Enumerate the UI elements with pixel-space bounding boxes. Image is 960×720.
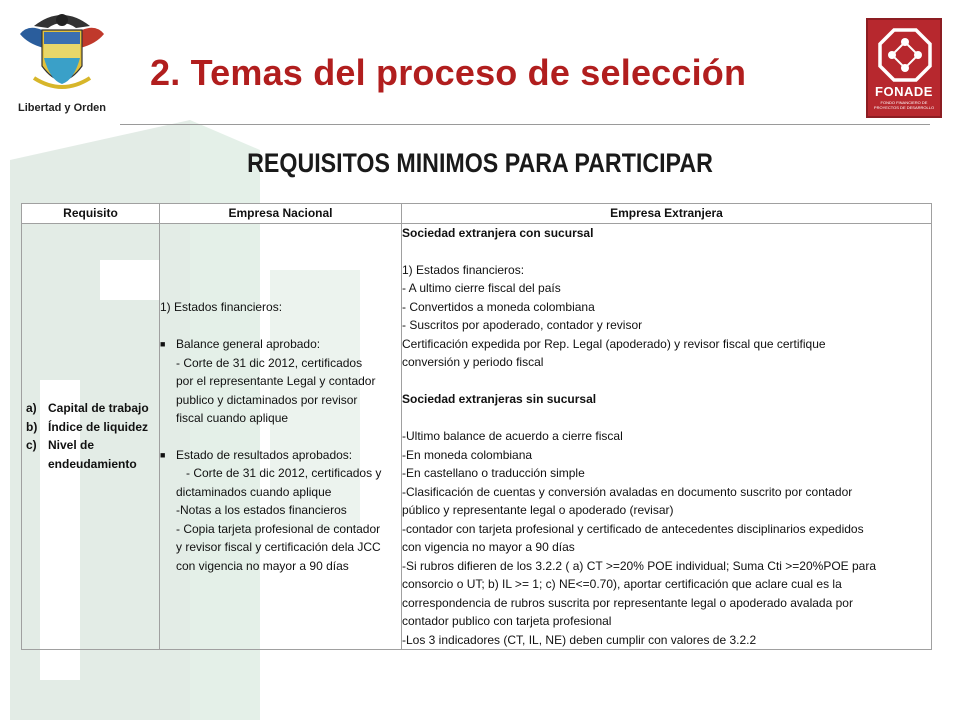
nacional-text-line: - Copia tarjeta profesional de contador	[176, 521, 381, 536]
nacional-text-line: y revisor fiscal y certificación dela JCC	[176, 540, 381, 554]
criteria-letter: b)	[26, 419, 38, 434]
nacional-item-1: 1) Estados financieros:	[160, 299, 283, 314]
page-title: 2. Temas del proceso de selección	[150, 52, 747, 93]
requirements-table	[21, 203, 932, 650]
criteria-letter: a)	[26, 401, 37, 416]
extranjera-text-line: -Clasificación de cuentas y conversión avaladas en documento suscrito por contador	[402, 484, 853, 499]
extranjera-text-line: -En castellano o traducción simple	[402, 466, 585, 480]
logo-subtitle: FONDO FINANCIERO DE PROYECTOS DE DESARROLLO	[873, 100, 935, 110]
extranjera-section-title: Sociedad extranjera con sucursal	[402, 225, 594, 240]
extranjera-text-line: -Si rubros difieren de los 3.2.2 ( a) CT >=20% POE individual; Suma Cti >=20%POE para	[402, 558, 877, 573]
extranjera-text-line: - Convertidos a moneda colombiana	[402, 299, 595, 314]
extranjera-text-line: contador publico con tarjeta profesional	[402, 614, 612, 628]
coat-of-arms-logo	[14, 4, 110, 116]
nacional-bullet-1: Balance general aprobado:	[176, 337, 321, 351]
nacional-text-line: -Notas a los estados financieros	[176, 503, 347, 517]
requisito-cell	[22, 223, 160, 650]
motto-label: Libertad y Orden	[17, 102, 107, 114]
extranjera-text-line: -En moneda colombiana	[402, 447, 533, 462]
extranjera-text-line: conversión y periodo fiscal	[402, 355, 544, 369]
square-bullet-icon: ■	[160, 339, 166, 349]
square-bullet-icon: ■	[160, 449, 166, 460]
extranjera-text-line: - A ultimo cierre fiscal del país	[402, 281, 561, 295]
logo-name: FONADE	[875, 84, 933, 99]
extranjera-section-title: Sociedad extranjeras sin sucursal	[402, 392, 597, 406]
fonade-hexagon-icon	[878, 28, 932, 82]
criteria-label: Capital de trabajo	[48, 401, 149, 416]
header-empresa-extranjera: Empresa Extranjera	[402, 204, 932, 224]
criteria-list	[22, 399, 159, 473]
fonade-logo	[866, 18, 942, 118]
header-divider	[120, 124, 930, 125]
extranjera-text-line: correspondencia de rubros suscrita por representante legal o apoderado avalada por	[402, 595, 853, 610]
extranjera-text-line: -contador con tarjeta profesional y certificado de antecedentes disciplinarios expedidos	[402, 521, 864, 536]
nacional-text-line: con vigencia no mayor a 90 días	[176, 558, 349, 573]
nacional-text-line: dictaminados cuando aplique	[176, 484, 332, 499]
list-item	[26, 418, 159, 437]
nacional-text-line: - Corte de 31 dic 2012, certificados y	[176, 466, 382, 480]
section-subtitle: REQUISITOS MINIMOS PARA PARTICIPAR	[247, 148, 713, 178]
extranjera-text-line: con vigencia no mayor a 90 días	[402, 540, 575, 554]
nacional-text-line: - Corte de 31 dic 2012, certificados	[176, 355, 363, 370]
nacional-text-line: publico y dictaminados por revisor	[176, 392, 358, 407]
extranjera-text-line: consorcio o UT; b) IL >= 1; c) NE<=0.70), aportar certificación que aclare cual es la	[402, 577, 842, 591]
nacional-text-line: fiscal cuando aplique	[176, 411, 289, 425]
nacional-bullet-2: Estado de resultados aprobados:	[176, 447, 353, 462]
list-item	[26, 436, 159, 473]
list-item	[26, 399, 159, 418]
extranjera-text-line: - Suscritos por apoderado, contador y revisor	[402, 318, 643, 332]
list-item	[160, 446, 401, 465]
header-empresa-nacional: Empresa Nacional	[160, 204, 402, 224]
table-row	[22, 223, 932, 650]
empresa-nacional-cell	[160, 223, 402, 650]
table-header-row	[22, 204, 932, 224]
extranjera-text-line: 1) Estados financieros:	[402, 262, 525, 277]
criteria-letter: c)	[26, 438, 37, 453]
extranjera-text-line: público y representante legal o apoderado (revisar)	[402, 503, 674, 517]
list-item	[160, 335, 401, 354]
nacional-text-line: por el representante Legal y contador	[176, 374, 376, 388]
criteria-label: Índice de liquidez	[48, 419, 149, 434]
header-requisito: Requisito	[22, 204, 160, 224]
empresa-extranjera-cell	[402, 223, 932, 650]
extranjera-text-line: -Los 3 indicadores (CT, IL, NE) deben cumplir con valores de 3.2.2	[402, 632, 757, 647]
criteria-label: Nivel de endeudamiento	[48, 438, 137, 471]
extranjera-text-line: Certificación expedida por Rep. Legal (apoderado) y revisor fiscal que certifique	[402, 336, 826, 351]
extranjera-text-line: -Ultimo balance de acuerdo a cierre fiscal	[402, 429, 623, 443]
